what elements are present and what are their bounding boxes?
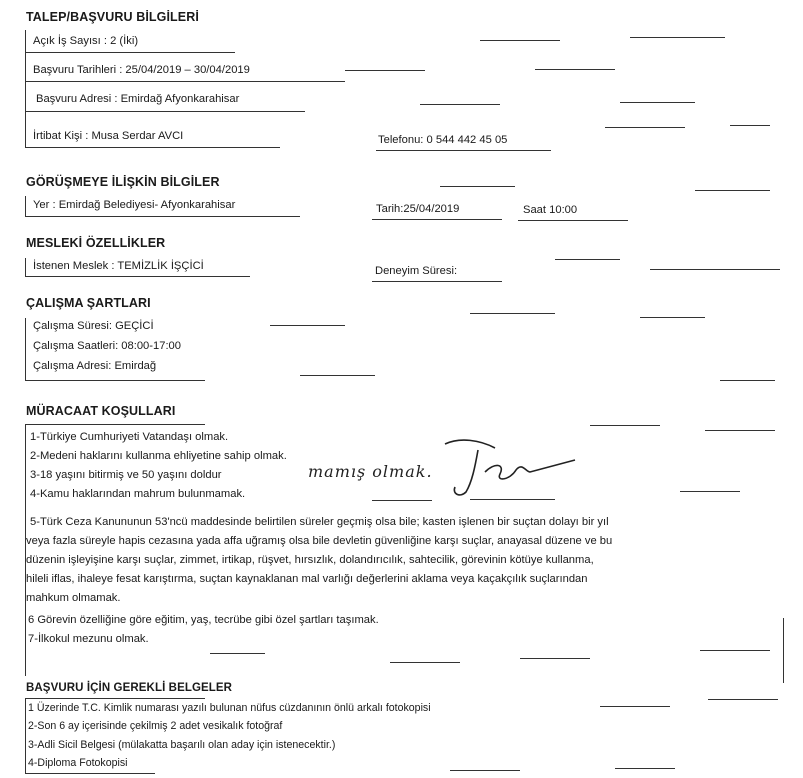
divider	[535, 69, 615, 70]
section-title-gorusme: GÖRÜŞMEYE İLİŞKİN BİLGİLER	[26, 175, 220, 189]
signature-icon	[290, 432, 590, 502]
calisma-suresi: Çalışma Süresi: GEÇİCİ	[33, 320, 154, 332]
divider	[440, 186, 515, 187]
divider	[25, 81, 345, 82]
divider	[450, 770, 520, 771]
divider	[372, 500, 432, 501]
bracket-line	[25, 318, 26, 380]
section-title-mesleki: MESLEKİ ÖZELLİKLER	[26, 236, 166, 250]
divider	[25, 380, 205, 381]
acik-is-sayisi: Açık İş Sayısı : 2 (İki)	[33, 35, 139, 47]
divider	[372, 281, 502, 282]
bracket-line	[783, 618, 784, 683]
muracaat-item-3: 3-18 yaşını bitirmiş ve 50 yaşını doldur	[30, 469, 222, 481]
divider	[695, 190, 770, 191]
muracaat-item-7: 7-İlkokul mezunu olmak.	[28, 633, 149, 645]
belge-item-2: 2-Son 6 ay içerisinde çekilmiş 2 adet vesikalık fotoğraf	[28, 720, 283, 732]
divider	[650, 269, 780, 270]
section-title-muracaat: MÜRACAAT KOŞULLARI	[26, 404, 176, 418]
divider	[640, 317, 705, 318]
divider	[25, 52, 235, 53]
istenen-meslek: İstenen Meslek : TEMİZLİK İŞÇİCİ	[33, 260, 204, 272]
divider	[620, 102, 695, 103]
bracket-line	[25, 30, 26, 148]
divider	[372, 219, 502, 220]
divider	[270, 325, 345, 326]
divider	[730, 125, 770, 126]
divider	[25, 773, 155, 774]
muracaat-item-1: 1-Türkiye Cumhuriyeti Vatandaşı olmak.	[30, 431, 229, 443]
divider	[376, 150, 551, 151]
divider	[390, 662, 460, 663]
divider	[600, 706, 670, 707]
divider	[518, 220, 628, 221]
divider	[300, 375, 375, 376]
calisma-adresi: Çalışma Adresi: Emirdağ	[33, 360, 157, 372]
yer: Yer : Emirdağ Belediyesi- Afyonkarahisar	[33, 199, 236, 211]
tarih: Tarih:25/04/2019	[376, 203, 460, 215]
muracaat-item-5-cont-1: veya fazla süreyle hapis cezasına yada affa uğramış olsa bile devletin güvenliğine karşı suçlar, anayasal düzene ve bu	[26, 535, 613, 547]
muracaat-item-6: 6 Görevin özelliğine göre eğitim, yaş, tecrübe gibi özel şartları taşımak.	[28, 614, 379, 626]
section-title-belgeler: BAŞVURU İÇİN GEREKLİ BELGELER	[26, 682, 233, 694]
bracket-line	[25, 424, 26, 676]
muracaat-item-4: 4-Kamu haklarından mahrum bulunmamak.	[30, 488, 246, 500]
divider	[705, 430, 775, 431]
divider	[25, 147, 280, 148]
section-title-talep: TALEP/BAŞVURU BİLGİLERİ	[26, 10, 199, 24]
divider	[480, 40, 560, 41]
divider	[605, 127, 685, 128]
muracaat-item-5-cont-4: mahkum olmamak.	[26, 592, 121, 604]
belge-item-4: 4-Diploma Fotokopisi	[28, 757, 128, 769]
belge-item-3: 3-Adli Sicil Belgesi (mülakatta başarılı olan aday için istenecektir.)	[28, 739, 336, 751]
saat: Saat 10:00	[523, 204, 578, 216]
divider	[520, 658, 590, 659]
basvuru-adresi: Başvuru Adresi : Emirdağ Afyonkarahisar	[36, 93, 240, 105]
bracket-line	[25, 698, 26, 774]
divider	[25, 111, 305, 112]
divider	[630, 37, 725, 38]
muracaat-item-5: 5-Türk Ceza Kanununun 53'ncü maddesinde belirtilen süreler geçmiş olsa bile; kasten işlenen bir suçtan dolayı bir yıl	[30, 516, 609, 528]
divider	[25, 216, 300, 217]
divider	[470, 313, 555, 314]
divider	[25, 424, 205, 425]
calisma-saatleri: Çalışma Saatleri: 08:00-17:00	[33, 340, 182, 352]
divider	[590, 425, 660, 426]
divider	[25, 276, 250, 277]
divider	[345, 70, 425, 71]
divider	[420, 104, 500, 105]
irtibat-kisi: İrtibat Kişi : Musa Serdar AVCI	[33, 130, 184, 142]
deneyim-suresi: Deneyim Süresi:	[375, 265, 458, 277]
divider	[25, 698, 205, 699]
divider	[700, 650, 770, 651]
divider	[615, 768, 675, 769]
divider	[470, 499, 555, 500]
handwritten-note: mamış olmak.	[308, 462, 433, 481]
divider	[708, 699, 778, 700]
divider	[720, 380, 775, 381]
section-title-calisma: ÇALIŞMA ŞARTLARI	[26, 296, 151, 310]
muracaat-item-2: 2-Medeni haklarını kullanma ehliyetine sahip olmak.	[30, 450, 287, 462]
bracket-line	[25, 196, 26, 216]
divider	[555, 259, 620, 260]
muracaat-item-5-cont-2: düzenin işleyişine karşı suçlar, zimmet, irtikap, rüşvet, hırsızlık, dolandırıcılık, sahtecilik, görevinin kötüye kullanma,	[26, 554, 594, 566]
muracaat-item-5-cont-3: hileli iflas, ihaleye fesat karıştırma, suçtan kaynaklanan mal varlığı değerlerini aklama veya kaçakçılık suçlarından	[26, 573, 588, 585]
divider	[680, 491, 740, 492]
belge-item-1: 1 Üzerinde T.C. Kimlik numarası yazılı bulunan nüfus cüzdanının önlü arkalı fotokopisi	[28, 702, 431, 714]
basvuru-tarihleri: Başvuru Tarihleri : 25/04/2019 – 30/04/2019	[33, 64, 250, 76]
divider	[210, 653, 265, 654]
telefonu: Telefonu: 0 544 442 45 05	[378, 134, 508, 146]
bracket-line	[25, 258, 26, 276]
